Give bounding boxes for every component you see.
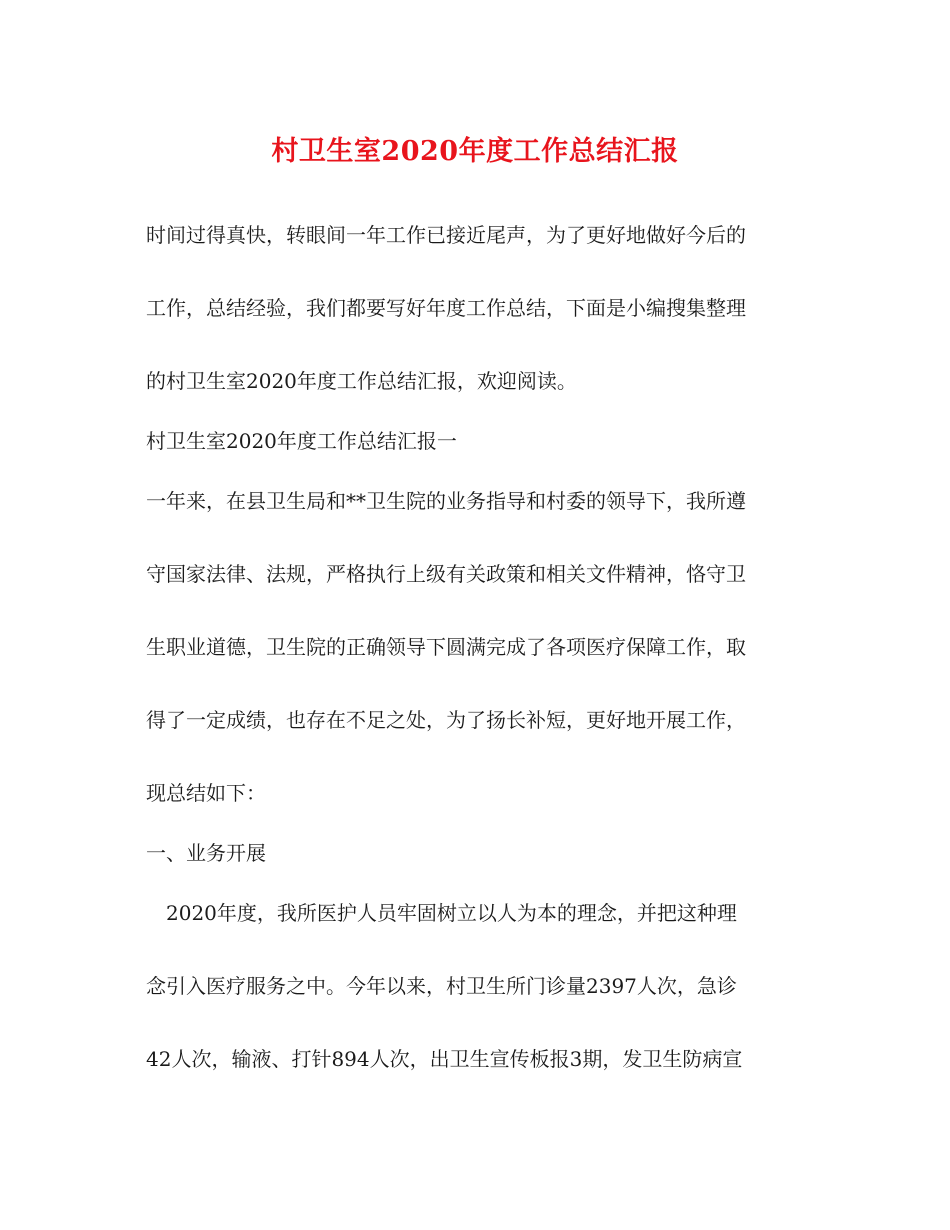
section-heading-report-one: 村卫生室2020年度工作总结汇报一 [146,429,457,453]
paragraph-line-3: 生职业道德，卫生院的正确领导下圆满完成了各项医疗保障工作，取 [146,635,746,659]
paragraph-line-4: 得了一定成绩，也存在不足之处，为了扬长补短，更好地开展工作， [146,708,746,732]
business-line-3: 42人次，输液、打针894人次，出卫生宣传板报3期，发卫生防病宣 [146,1047,743,1071]
document-title: 村卫生室2020年度工作总结汇报 [271,136,679,167]
section-heading-business: 一、业务开展 [146,841,266,865]
business-line-2: 念引入医疗服务之中。今年以来，村卫生所门诊量2397人次，急诊 [146,974,737,998]
intro-line-2: 工作，总结经验，我们都要写好年度工作总结，下面是小编搜集整理 [146,296,746,320]
intro-line-3: 的村卫生室2020年度工作总结汇报，欢迎阅读。 [146,369,577,393]
intro-line-1: 时间过得真快，转眼间一年工作已接近尾声，为了更好地做好今后的 [146,223,746,247]
paragraph-line-1: 一年来，在县卫生局和**卫生院的业务指导和村委的领导下，我所遵 [146,489,746,513]
business-line-1: 2020年度，我所医护人员牢固树立以人为本的理念，并把这种理 [146,901,737,925]
paragraph-line-2: 守国家法律、法规，严格执行上级有关政策和相关文件精神，恪守卫 [146,562,746,586]
paragraph-line-5: 现总结如下： [146,781,266,805]
